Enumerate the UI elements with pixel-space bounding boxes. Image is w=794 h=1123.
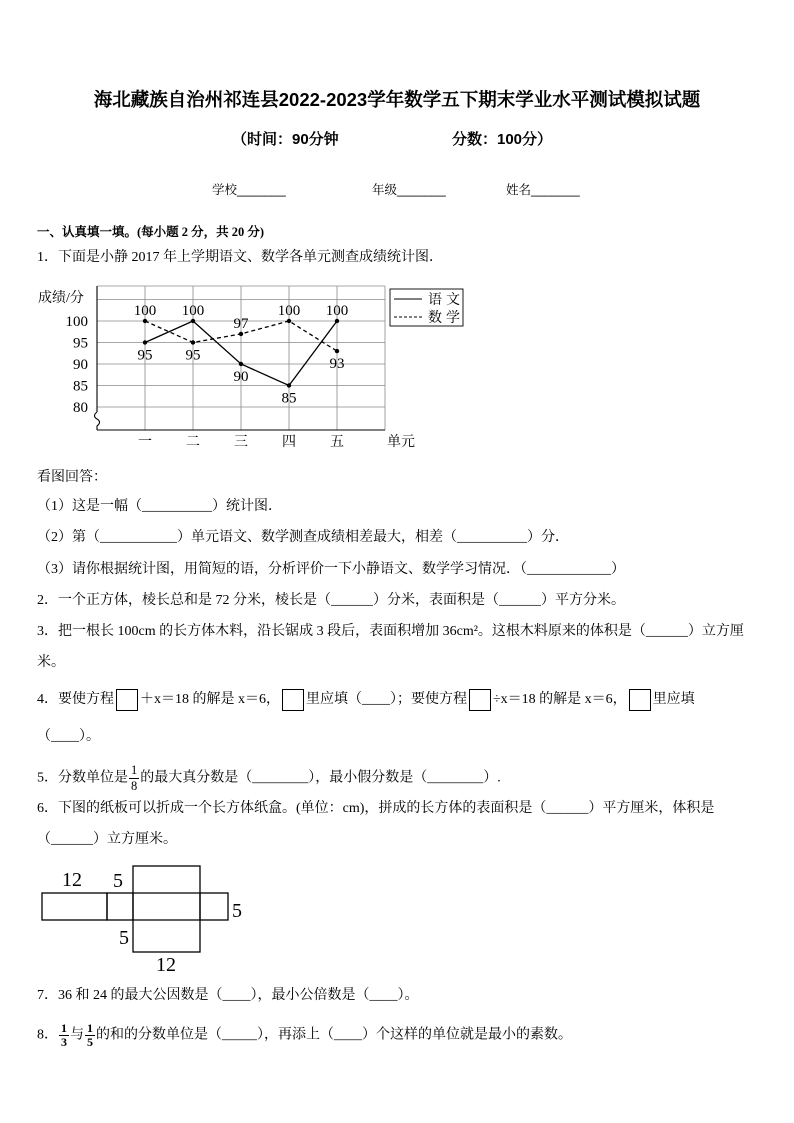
question-4-text: ÷x＝18 的解是 x＝6， — [493, 692, 627, 708]
question-7: 7．36 和 24 的最大公因数是（____），最小公倍数是（____）。 — [37, 988, 419, 1003]
fraction-denominator: 3 — [61, 1035, 67, 1049]
question-5-text: 的最大真分数是（________），最小假分数是（________）. — [140, 770, 501, 786]
net-label-length: 12 — [62, 869, 82, 891]
question-3-line-2: 米。 — [37, 655, 65, 670]
x-tick-label: 三 — [234, 435, 248, 450]
score-line-chart — [30, 280, 480, 460]
net-center-column — [133, 866, 200, 952]
y-tick-label: 90 — [73, 357, 88, 373]
data-point — [143, 340, 147, 344]
y-tick-label: 95 — [73, 335, 88, 352]
data-point — [335, 319, 339, 323]
exam-score: 分数：100分） — [452, 131, 553, 148]
fraction — [129, 763, 139, 794]
data-label: 97 — [233, 315, 249, 332]
question-1-prompt: 看图回答： — [37, 470, 107, 485]
data-label: 100 — [325, 303, 349, 319]
data-point — [335, 349, 339, 353]
question-1-sub-1: （1）这是一幅（__________）统计图． — [37, 499, 282, 514]
fraction-denominator: 5 — [87, 1035, 93, 1049]
y-tick-label: 85 — [73, 378, 88, 395]
question-4-text: 里应填 — [652, 692, 695, 708]
section-heading: 一、认真填一填。(每小题 2 分，共 20 分) — [37, 225, 265, 239]
question-5 — [37, 763, 501, 794]
y-tick-label: 100 — [65, 314, 88, 330]
data-label: 100 — [181, 303, 205, 319]
question-4-text: ＋x＝18 的解是 x＝6， — [140, 692, 280, 708]
y-axis-label: 成绩/分 — [38, 291, 84, 306]
question-1-sub-3: （3）请你根据统计图，用简短的语，分析评价一下小静语文、数学学习情况．（____________） — [37, 562, 625, 577]
net-label-length-lower: 12 — [156, 954, 176, 976]
data-label: 93 — [329, 356, 345, 373]
question-6-line-2: （______）立方厘米。 — [37, 832, 177, 847]
net-label-height: 5 — [232, 900, 242, 922]
fraction-numerator: 1 — [61, 1021, 67, 1035]
fraction-numerator: 1 — [87, 1021, 93, 1035]
blank-box — [116, 689, 138, 711]
question-2: 2．一个正方体，棱长总和是 72 分米，棱长是（______）分米，表面积是（______）平方分米。 — [37, 593, 625, 608]
blank-box — [629, 689, 651, 711]
data-point — [287, 383, 291, 387]
data-label: 95 — [137, 347, 153, 364]
data-point — [287, 319, 291, 323]
question-4-text: 里应填（____）；要使方程 — [306, 692, 467, 708]
net-label-width-lower: 5 — [119, 927, 129, 949]
question-4-line-1 — [37, 689, 695, 711]
x-tick-label: 一 — [138, 435, 152, 450]
name-field: 姓名_______ — [506, 183, 580, 197]
question-8 — [37, 1022, 572, 1049]
data-label: 100 — [133, 303, 157, 319]
data-point — [191, 319, 195, 323]
school-field: 学校_______ — [212, 183, 286, 197]
question-1-sub-2: （2）第（___________）单元语文、数学测查成绩相差最大，相差（__________）分． — [37, 530, 569, 545]
data-label: 85 — [281, 390, 297, 407]
net-label-width: 5 — [113, 870, 123, 892]
box-net-diagram — [35, 860, 255, 980]
legend-label: 数学 — [428, 311, 464, 326]
question-8-number: 8． — [37, 1027, 58, 1043]
x-tick-label: 四 — [282, 435, 296, 450]
axis-break — [95, 412, 100, 430]
net-face-right — [200, 893, 228, 920]
fraction — [59, 1022, 69, 1049]
legend-label: 语文 — [428, 293, 464, 308]
data-label: 100 — [277, 303, 301, 319]
question-1-stem: 1．下面是小静 2017 年上学期语文、数学各单元测查成绩统计图． — [37, 250, 443, 265]
fraction-numerator: 1 — [131, 763, 138, 777]
net-face-left — [42, 893, 107, 920]
data-point — [143, 319, 147, 323]
page-title: 海北藏族自治州祁连县2022-2023学年数学五下期末学业水平测试模拟试题 — [93, 89, 701, 110]
data-label: 95 — [185, 347, 201, 364]
data-point — [191, 340, 195, 344]
blank-box — [282, 689, 304, 711]
x-tick-label: 五 — [330, 435, 344, 450]
fraction-denominator: 8 — [131, 779, 138, 793]
fraction — [85, 1022, 95, 1049]
question-8-text: 的和的分数单位是（_____），再添上（____）个这样的单位就是最小的素数。 — [96, 1027, 572, 1043]
data-point — [239, 362, 243, 366]
question-4-text: 4．要使方程 — [37, 692, 114, 708]
question-6-line-1: 6．下图的纸板可以折成一个长方体纸盒。(单位：cm)，拼成的长方体的表面积是（______）平方厘米，体积是 — [37, 801, 715, 816]
blank-box — [469, 689, 491, 711]
x-axis-label: 单元 — [387, 435, 415, 450]
question-4-line-2: （____）。 — [37, 729, 100, 744]
grade-field: 年级_______ — [372, 183, 446, 197]
y-tick-label: 80 — [73, 400, 88, 416]
exam-time: （时间：90分钟 — [232, 131, 339, 148]
data-point — [239, 332, 243, 336]
net-face-side — [107, 893, 133, 920]
data-label: 90 — [233, 369, 249, 385]
question-5-text: 5．分数单位是 — [37, 770, 128, 786]
question-3-line-1: 3．把一根长 100cm 的长方体木料，沿长锯成 3 段后，表面积增加 36cm²。这根木料原来的体积是（______）立方厘 — [37, 624, 744, 639]
x-tick-label: 二 — [186, 435, 200, 450]
question-8-text: 与 — [70, 1027, 84, 1043]
